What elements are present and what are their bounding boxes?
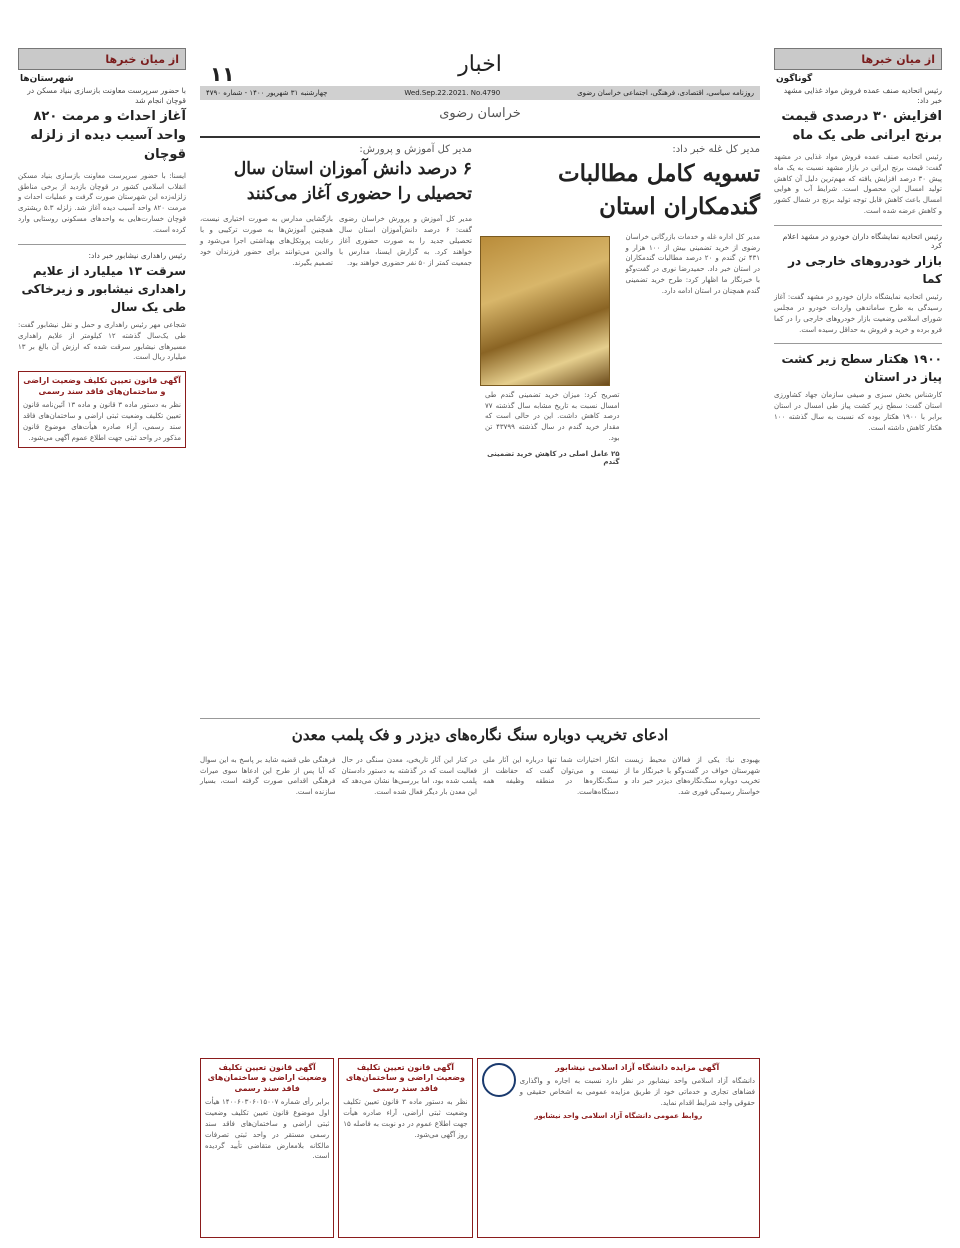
heritage-body-c: انکار اختیارات شما تنها درباره این آثار ملی نیست و می‌توان گفت که حفاظت از سنگ‌نگاره‌ها در منطقه وظیفه همه دستگاه‌هاست. [483, 755, 619, 797]
date-english: Wed.Sep.22.2021. No.4790 [404, 89, 501, 97]
education-body-a: مدیر کل آموزش و پرورش خراسان رضوی گفت: ۶ درصد دانش‌آموزان استان سال تحصیلی جدید را به صورت حضوری آغاز خواهند کرد. به گزارش ایسنا، مدارس با جمعیت کمتر از ۵۰ نفر حضوری خواهند بود. [339, 215, 472, 267]
ad1-title: آگهی قانون تعیین تکلیف وضعیت اراضی و ساختمان‌های فاقد سند رسمی [207, 1063, 327, 1093]
ad2-title: آگهی قانون تعیین تکلیف وضعیت اراضی و ساختمان‌های فاقد سند رسمی [345, 1063, 466, 1093]
right-sidebar-header: از میان خبرها [774, 48, 942, 70]
left-ad-body: نظر به دستور ماده ۳ قانون و ماده ۱۳ آئین‌نامه قانون تعیین تکلیف وضعیت ثبتی اراضی و ساختمان‌های فاقد سند رسمی، آراء صادره هیأت‌های موضوع قانون مذکور در واحد ثبتی جهت اطلاع عموم آگهی می‌شود. [23, 401, 181, 442]
divider [774, 225, 942, 226]
main-content [200, 48, 760, 1238]
ad3-body: دانشگاه آزاد اسلامی واحد نیشابور در نظر دارد نسبت به اجاره و واگذاری فضاهای تجاری و خدماتی خود از طریق مزایده عمومی به اشخاص حقیقی و حقوقی واجد شرایط اقدام نماید. [519, 1077, 755, 1108]
heritage-body-d: بهبودی نیا: یکی از فعالان محیط زیست شهرستان خواف در گفت‌وگو با خبرنگار ما از تخریب دوباره سنگ‌نگاره‌های دیزدر خبر داد و خواستار رسیدگی فوری شد. [624, 755, 760, 797]
page-number: ۱۱ [210, 62, 235, 86]
right-sidebar-sublabel: گوناگون [776, 74, 813, 84]
divider [18, 244, 186, 245]
left-sidebar [18, 48, 186, 1238]
ad3-title: آگهی مزایده دانشگاه آزاد اسلامی نیشابور [555, 1063, 720, 1072]
newspaper-logo: خراسان رضوی [439, 106, 521, 121]
tagline: روزنامه سیاسی، اقتصادی، فرهنگی، اجتماعی خراسان رضوی [577, 89, 754, 97]
left-story2-title[interactable]: سرقت ۱۳ میلیارد از علایم راهداری نیشابور و زیرخاکی طی یک سال [21, 263, 186, 314]
heritage-story [200, 718, 760, 798]
heritage-body-b: فرهنگی طی قضیه شاید بر پاسخ به این سوال که آیا پس از طرح این ادعاها سوی میراث فرهنگی اقدامی صورت گرفته است، بسیار سازنده است. [200, 755, 336, 797]
ads-row [200, 1058, 760, 1238]
left-story-title[interactable]: آغاز احداث و مرمت ۸۲۰ واحد آسیب دیده از زلزله قوچان [30, 109, 186, 162]
legal-ad-1[interactable] [200, 1058, 334, 1238]
legal-ad-2[interactable] [338, 1058, 472, 1238]
left-story2-body: شجاعی مهر رئیس راهداری و حمل و نقل نیشابور گفت: طی یک‌سال گذشته ۱۲ کیلومتر از علایم راهداری مسیرهای نیشابور سرقت شده که ارزش آن بالغ بر ۱۳ میلیارد ریال است. [18, 320, 186, 362]
heritage-body-a: در کنار این آثار تاریخی، معدن سنگی در حال فعالیت است که در گذشته به دستور دادستان پلمب شده بود، اما بررسی‌ها نشان می‌دهد که این معدن بار دیگر فعال شده است. [341, 755, 477, 797]
right-story2-lede: رئیس اتحادیه نمایشگاه داران خودرو در مشهد اعلام کرد [782, 232, 942, 250]
main-story-body-a: مدیر کل اداره غله و خدمات بازرگانی خراسان رضوی از خرید تضمینی بیش از ۱۰۰ هزار و ۴۳۱ تن گندم و ۲۰ درصد مطالبات گندمکاران در استان خبر داد. حمیدرضا نوری در گفت‌وگو با خبرنگار ما اظهار کرد: طرح خرید تضمینی گندم همچنان در استان ادامه دارد. [625, 232, 761, 295]
ad2-body: نظر به دستور ماده ۳ قانون تعیین تکلیف وضعیت ثبتی اراضی، آراء صادره هیأت جهت اطلاع عموم در دو نوبت به فاصله ۱۵ روز آگهی می‌شود. [343, 1098, 468, 1139]
university-seal-icon [482, 1063, 516, 1097]
main-story-body-b: تصریح کرد: میزان خرید تضمینی گندم طی امسال نسبت به تاریخ مشابه سال گذشته ۷۷ درصد کاهش داشت. این در حالی است که مقدار خرید گندم در سال گذشته ۴۳۷۹۹ تن بود. [485, 390, 620, 443]
education-body-b: بازگشایی مدارس به صورت اختیاری نیست، همچنین آموزش‌ها به صورت ترکیبی و با رعایت پروتکل‌های بهداشتی اجرا می‌شود و والدین می‌توانند برای حضور فرزندان خود تصمیم بگیرند. [200, 215, 333, 267]
wheat-harvest-photo [480, 236, 610, 386]
education-headline[interactable]: ۶ درصد دانش آموزان استان سال تحصیلی را حضوری آغاز می‌کنند [233, 159, 472, 204]
left-story-body: ایسنا: با حضور سرپرست معاونت بازسازی بنیاد مسکن انقلاب اسلامی کشور در قوچان بازدید از برخی مناطق زلزله‌زده این شهرستان صورت گرفت و عملیات احداث و مرمت ۸۲۰ واحد آسیب دیده آغاز شد. زلزله ۵.۳ ریشتری قوچان خسارت‌هایی به واحدهای مسکونی روستایی وارد کرده است. [18, 171, 186, 234]
photo-caption: ۲۵ عامل اصلی در کاهش خرید تضمینی گندم [487, 449, 620, 466]
left-sidebar-header: از میان خبرها [18, 48, 186, 70]
main-story-kicker: مدیر کل غله خبر داد: [672, 144, 760, 155]
masthead [200, 48, 760, 138]
education-story [200, 144, 472, 269]
section-name: اخبار [458, 52, 502, 77]
university-auction-ad[interactable] [477, 1058, 760, 1238]
date-persian: چهارشنبه ۳۱ شهریور ۱۴۰۰ - شماره ۴۷۹۰ [206, 89, 328, 97]
right-story-lede: رئیس اتحادیه صنف عمده فروش مواد غذایی مشهد خبر داد: [783, 86, 942, 106]
left-ad-title: آگهی قانون تعیین تکلیف وضعیت اراضی و ساختمان‌های فاقد سند رسمی [23, 376, 181, 396]
left-story-lede: با حضور سرپرست معاونت بازسازی بنیاد مسکن در قوچان انجام شد [27, 86, 186, 106]
main-story-headline[interactable]: تسویه کامل مطالبات گندمکاران استان [557, 160, 760, 221]
heritage-headline[interactable]: ادعای تخریب دوباره سنگ نگاره‌های دیزدر و فک پلمب معدن [291, 726, 669, 744]
right-sidebar [774, 48, 942, 1238]
left-sidebar-sublabel: شهرستان‌ها [20, 74, 74, 84]
left-legal-ad[interactable] [18, 371, 186, 448]
right-story-body: رئیس اتحادیه صنف عمده فروش مواد غذایی در مشهد گفت: قیمت برنج ایرانی در بازار مشهد نسبت به یک ماه پیش ۳۰ درصد افزایش یافته که مهم‌ترین دلیل آن کاهش تولید امسال این محصول است. شرایط آب و هوایی امسال باعث کاهش قابل توجه تولید برنج در شمال کشور و کاهش عرضه شده است. [774, 152, 942, 216]
right-story-title[interactable]: افزایش ۳۰ درصدی قیمت برنج ایرانی طی یک ماه [781, 109, 942, 144]
masthead-bar [200, 86, 760, 100]
right-story3-body: کارشناس بخش سبزی و صیفی سازمان جهاد کشاورزی استان گفت: سطح زیر کشت پیاز طی امسال در استان برابر با ۱۹۰۰ هکتار بوده که نسبت به سال گذشته ۱۰۰ هکتار کاهش داشته است. [774, 391, 942, 432]
ad3-footer: روابط عمومی دانشگاه آزاد اسلامی واحد نیشابور [534, 1111, 703, 1120]
right-story2-title[interactable]: بازار خودروهای خارجی در کما [788, 254, 942, 286]
education-kicker: مدیر کل آموزش و پرورش: [359, 144, 472, 155]
left-story2-lede: رئیس راهداری نیشابور خبر داد: [88, 250, 186, 260]
divider [774, 343, 942, 344]
ad1-body: برابر رأی شماره ۱۴۰۰۶۰۳۰۶۰۱۵۰۰۷ هیأت اول موضوع قانون تعیین تکلیف وضعیت ثبتی اراضی و ساختمان‌های فاقد سند رسمی مستقر در واحد ثبتی تصرفات مالکانه بلامعارض متقاضی تأیید گردیده است. [205, 1098, 330, 1161]
right-story2-body: رئیس اتحادیه نمایشگاه داران خودرو در مشهد گفت: آغاز رسیدگی به طرح ساماندهی واردات خودرو در مجلس شورای اسلامی وضعیت بازار خودروهای خارجی را در کما فرو برده و خرید و فروش به حداقل رسیده است. [774, 293, 942, 334]
right-story3-title[interactable]: ۱۹۰۰ هکتار سطح زیر کشت پیاز در استان [781, 352, 942, 385]
